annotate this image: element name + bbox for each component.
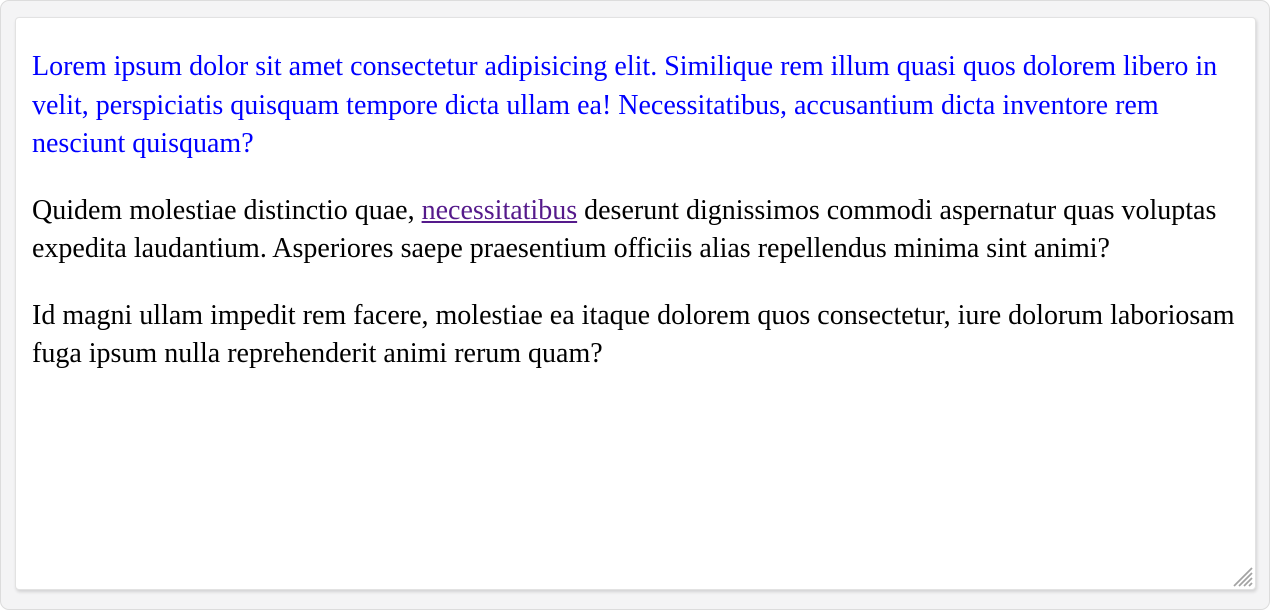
paragraph-text-after-link: deserunt dignissimos commodi aspernatur quas voluptas expedita laudantium. Asperiores saepe praesentium officiis alias repellendus minima sint animi? [32, 194, 1217, 264]
lead-paragraph: Lorem ipsum dolor sit amet consectetur adipisicing elit. Similique rem illum quasi quos dolorem libero in velit, perspiciatis quisquam tempore dicta ullam ea! Necessitatibus, accusantium dicta inventore rem nesciunt quisquam? [32, 51, 1218, 159]
resize-grip-icon[interactable] [1233, 567, 1253, 587]
paragraph-text-before-link: Quidem molestiae distinctio quae, [32, 194, 422, 226]
necessitatibus-link[interactable]: necessitatibus [421, 194, 578, 226]
closing-paragraph: Id magni ullam impedit rem facere, molestiae ea itaque dolorem quos consectetur, iure dolorum laboriosam fuga ipsum nulla reprehenderit animi rerum quam? [32, 299, 1235, 369]
resizable-text-panel[interactable] [15, 17, 1256, 590]
paragraph-with-link [32, 192, 1239, 269]
